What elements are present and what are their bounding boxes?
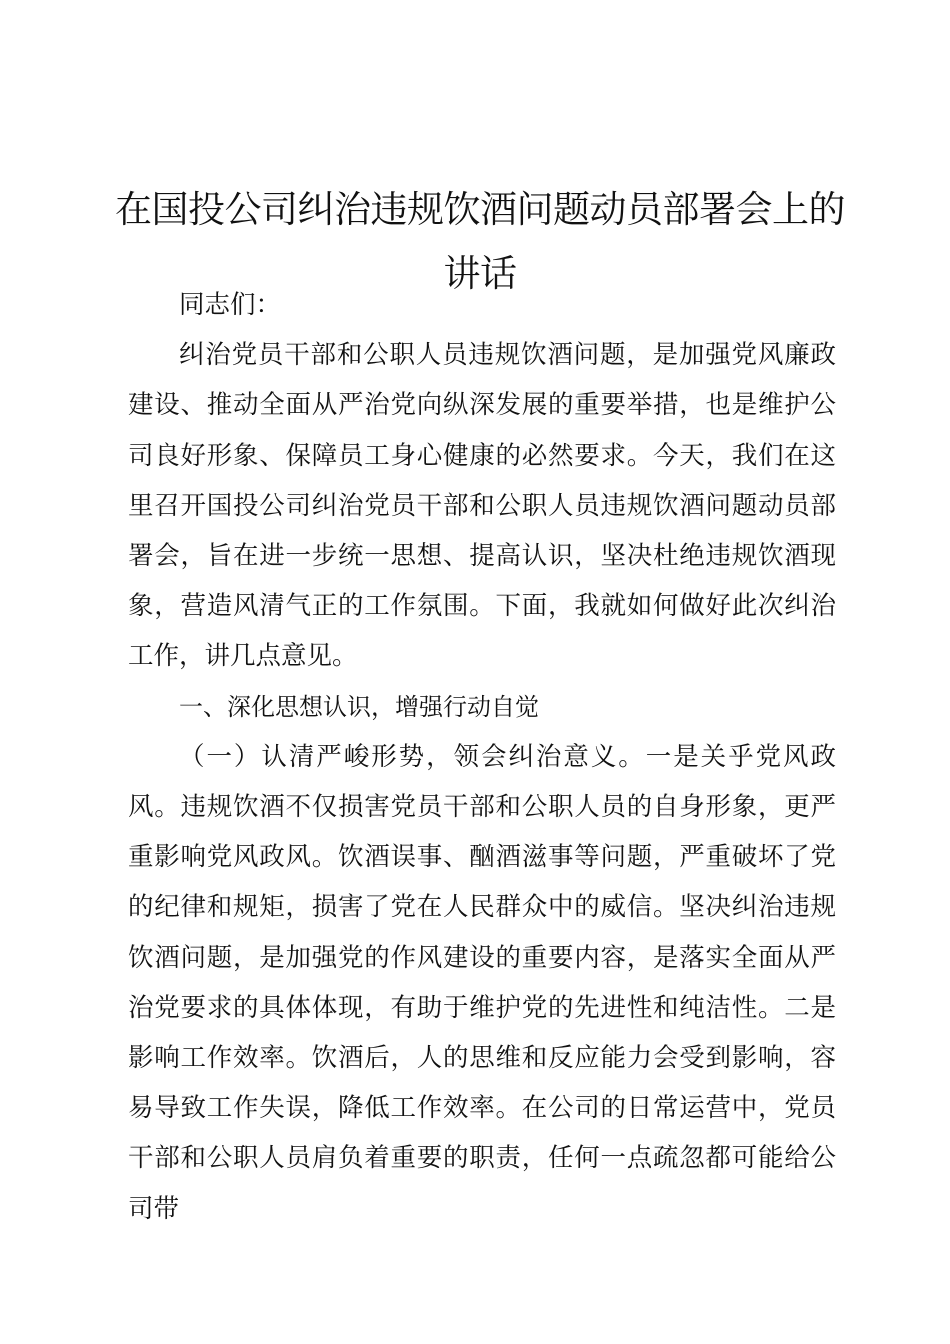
section-heading: 一、深化思想认识，增强行动自觉	[179, 692, 539, 721]
paragraph-intro: 纠治党员干部和公职人员违规饮酒问题，是加强党风廉政建设、推动全面从严治党向纵深发展的重要举措，也是维护公司良好形象、保障员工身心健康的必然要求。今天，我们在这里召开国投公司纠治党员干部和公职人员违规饮酒问题动员部署会，旨在进一步统一思想、提高认识，坚决杜绝违规饮酒现象，营造风清气正的工作氛围。下面，我就如何做好此次纠治工作，讲几点意见。	[128, 340, 836, 672]
document-title: 在国投公司纠治违规饮酒问题动员部署会上的讲话	[115, 188, 845, 295]
document-body	[128, 280, 836, 1234]
salutation: 同志们：	[179, 290, 282, 320]
paragraph-section-1: （一）认清严峻形势，领会纠治意义。一是关乎党风政风。违规饮酒不仅损害党员干部和公职人员的自身形象，更严重影响党风政风。饮酒误事、酗酒滋事等问题，严重破坏了党的纪律和规矩，损害了党在人民群众中的威信。坚决纠治违规饮酒问题，是加强党的作风建设的重要内容，是落实全面从严治党要求的具体体现，有助于维护党的先进性和纯洁性。二是影响工作效率。饮酒后，人的思维和反应能力会受到影响，容易导致工作失误，降低工作效率。在公司的日常运营中，党员干部和公职人员肩负着重要的职责，任何一点疏忽都可能给公司带	[128, 741, 836, 1224]
